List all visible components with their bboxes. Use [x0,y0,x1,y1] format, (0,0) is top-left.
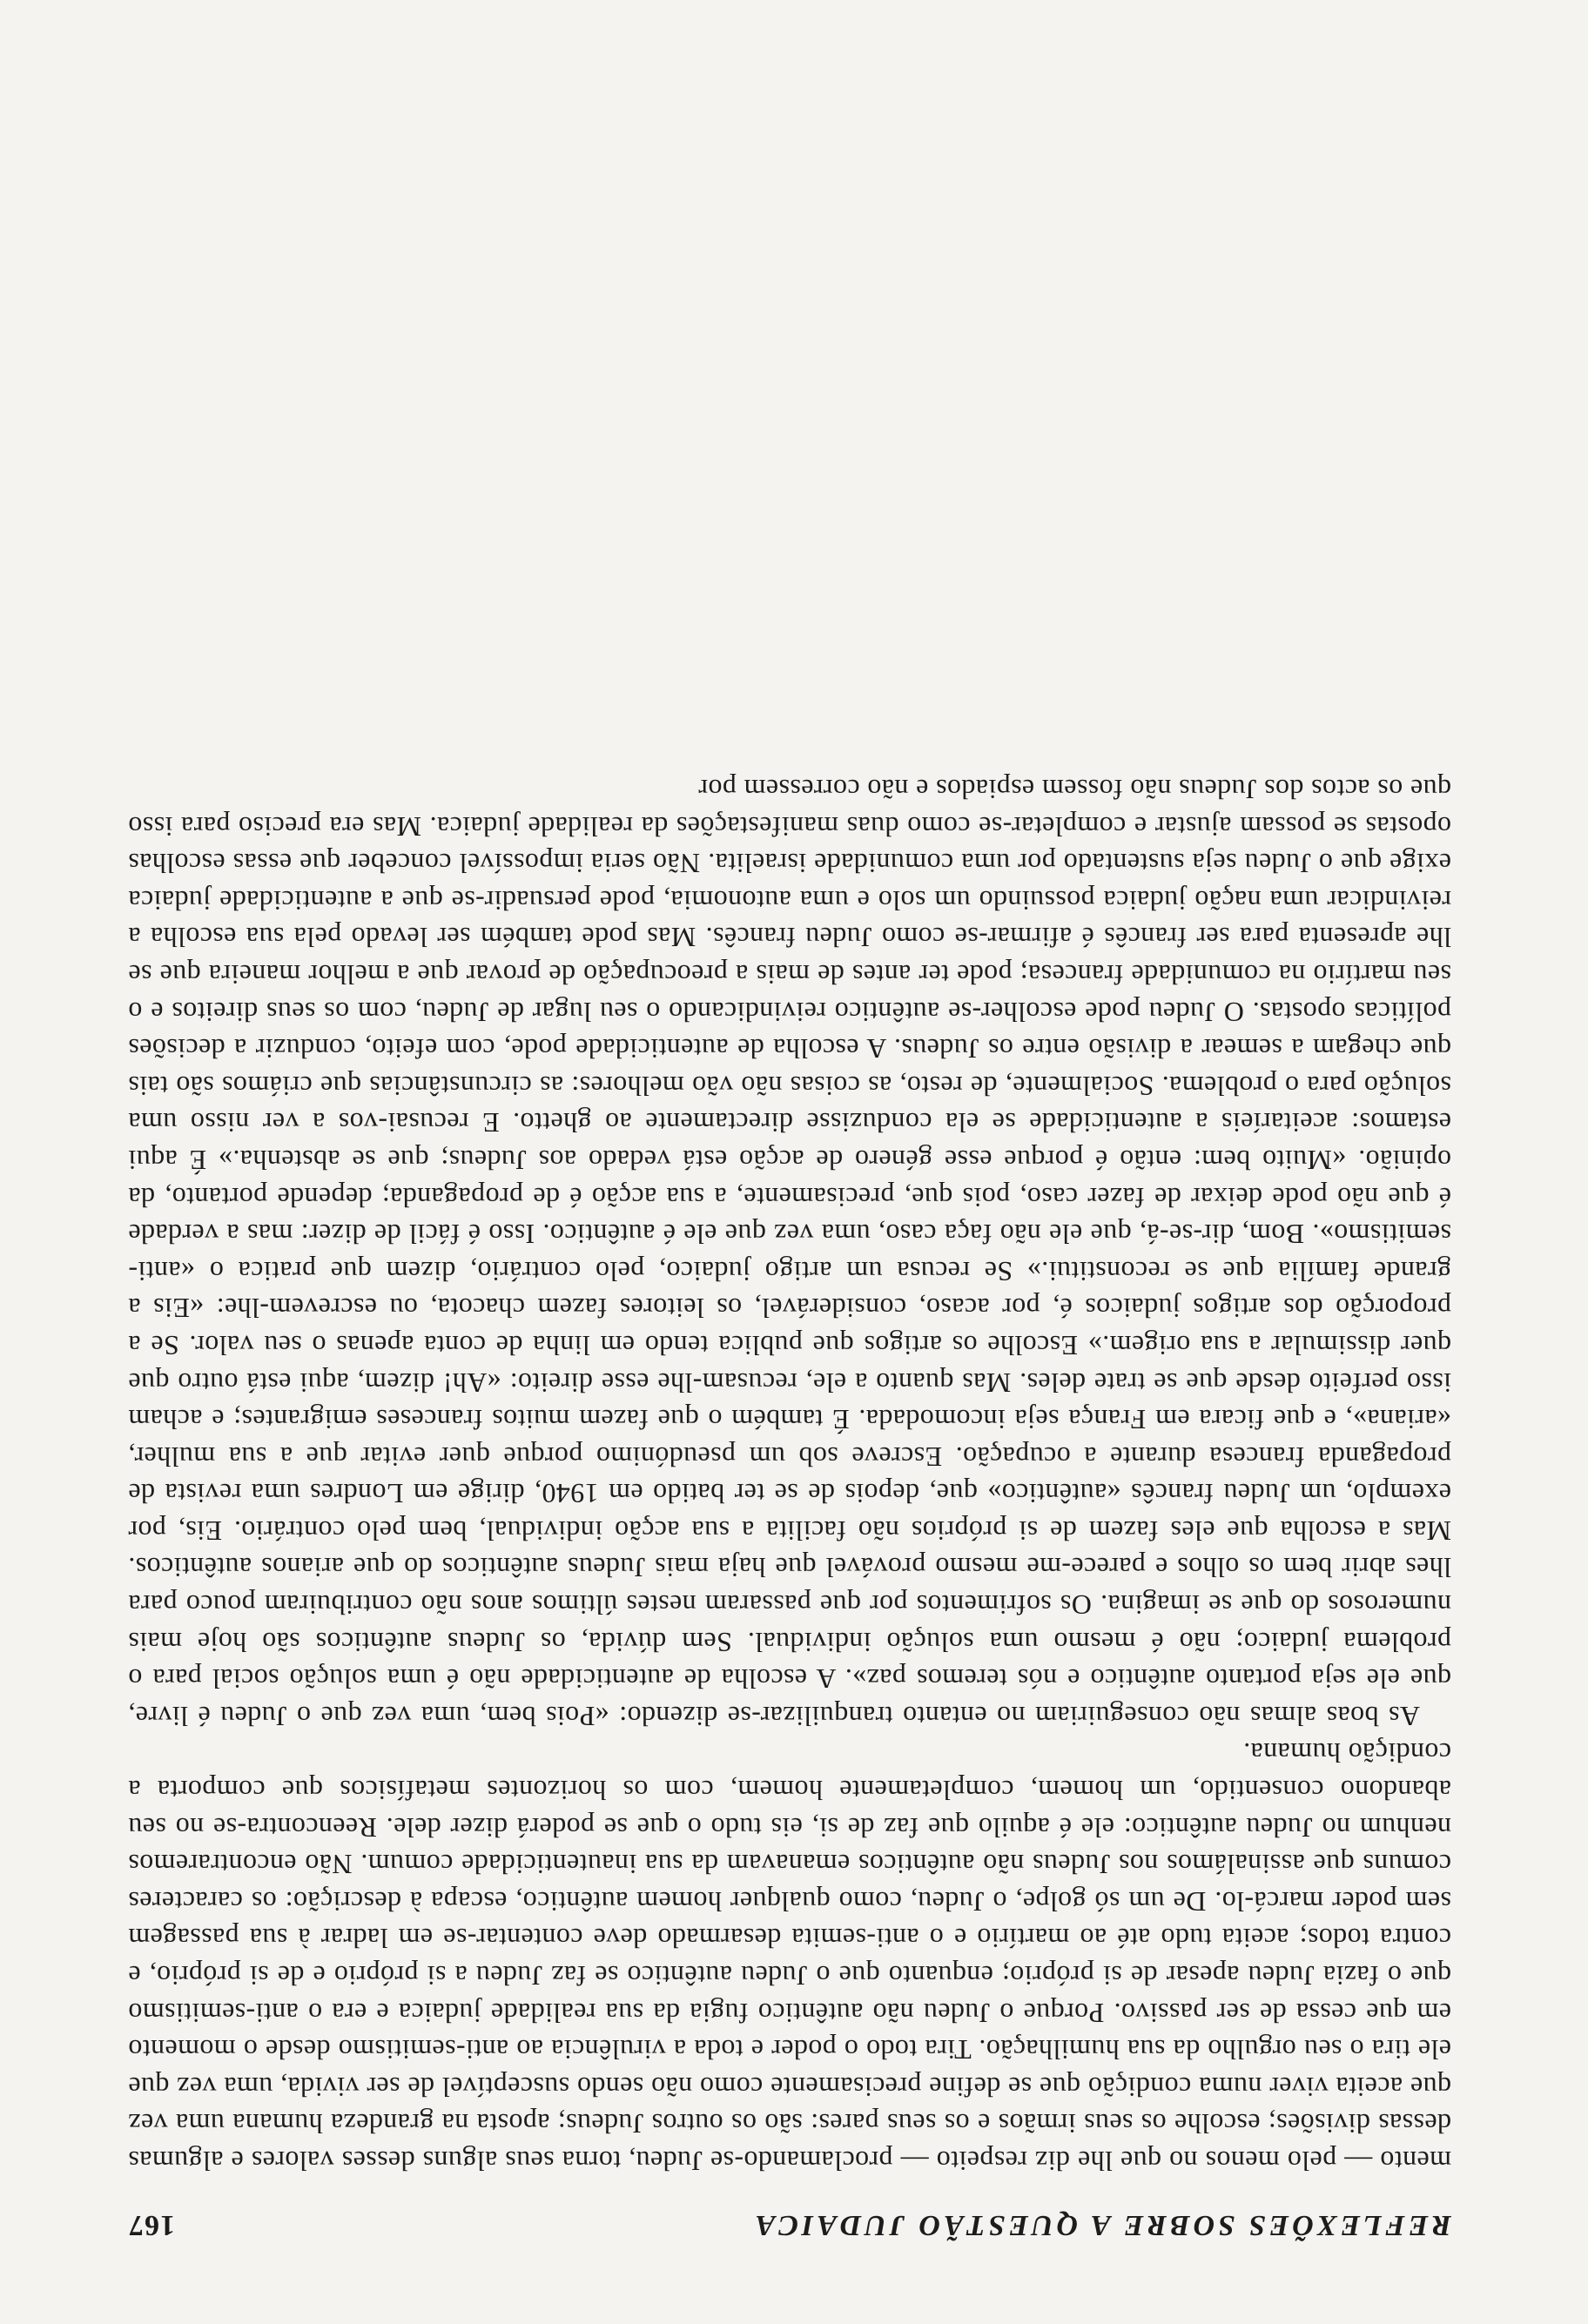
paragraph: As boas almas não conseguiriam no entanto tranquilizar-se dizendo: «Pois bem, uma vez que o Judeu é livre, que ele seja portanto autêntico e nós teremos paz». A escolha de autenticidade não é uma solução social para o problema judaico; não é mesmo uma solução individual. Sem dúvida, os Judeus autênticos são hoje mais numerosos do que se imagina. Os sofrimentos por que passaram nestes últimos anos não contribuiram pouco para lhes abrir bem os olhos e parece-me mesmo provável que haja mais Judeus autênticos do que arianos autênticos. Mas a escolha que eles fazem de si próprios não facilita a sua acção individual, bem pelo contrário. Eis, por exemplo, um Judeu francês «autêntico» que, depois de se ter batido em 1940, dirige em Londres uma revista de propaganda francesa durante a ocupação. Escreve sob um pseudónimo porque quer evitar que a sua mulher, «ariana», e que ficara em França seja incomodada. É também o que fazem muitos franceses emigrantes; e acham isso perfeito desde que se trate deles. Mas quanto a ele, recusam-lhe esse direito: «Ah! dizem, aqui está outro que quer dissimular a sua origem.» Escolhe os artigos que publica tendo em linha de conta apenas o seu valor. Se a proporção dos artigos judaicos é, por acaso, considerável, os leitores fazem chacota, ou escrevem-lhe: «Eis a grande família que se reconstitui.» Se recusa um artigo judaico, pelo contrário, dizem que pratica o «anti-semitismo». Bom, dir-se-á, que ele não faça caso, uma vez que ele é autêntico. Isso é fácil de dizer: mas a verdade é que não pode deixar de fazer caso, pois que, precisamente, a sua acção é de propaganda; depende portanto, da opinião. «Muito bem: então é porque esse género de acção está vedado aos Judeus; que se abstenha.» É aqui estamos: aceitaríeis a autenticidade se ela conduzisse directamente ao ghetto. E recusai-vos a ver nisso uma solução para o problema. Socialmente, de resto, as coisas não vão melhores: as circunstâncias que criámos são tais que chegam a semear a divisão entre os Judeus. A escolha de autenticidade pode, com efeito, conduzir a decisões políticas opostas. O Judeu pode escolher-se autêntico reivindicando o seu lugar de Judeu, com os seus direitos e o seu martírio na comunidade francesa; pode ter antes de mais a preocupação de provar que a melhor maneira que se lhe apresenta para ser francês é afirmar-se como Judeu francês. Mas pode também ser levado pela sua escolha a reivindicar uma nação judaica possuindo um solo e uma autonomia, pode persuadir-se que a autenticidade judaica exige que o Judeu seja sustentado por uma comunidade israelita. Não seria impossível conceber que essas escolhas opostas se possam ajustar e completar-se como duas manifestações da realidade judaica. Mas era preciso para isso que os actos dos Judeus não fossem espiados e não corressem por [128,774,1451,1732]
paragraph: mento — pelo menos no que lhe diz respeito — proclamando-se Judeu, torna seus alguns desses valores e algumas dessas divisões; escolhe os seus irmãos e os seus pares: são os outros Judeus; aposta na grandeza humana uma vez que aceita viver numa condição que se define precisamente como não sendo susceptível de ser vivida, uma vez que ele tira o seu orgulho da sua humilhação. Tira todo o poder e toda a virulência ao anti-semitismo desde o momento em que cessa de ser passivo. Porque o Judeu não autêntico fugia da sua realidade judaica e era o anti-semitismo que o fazia Judeu apesar de si próprio; enquanto que o Judeu autêntico se faz Judeu a si próprio e de si próprio, e contra todos; aceita tudo até ao martírio e o anti-semita desarmado deve contentar-se em ladrar à sua passagem sem poder marcá-lo. De um só golpe, o Judeu, como qualquer homem autêntico, escapa à descrição: os caracteres comuns que assinalámos nos Judeus não autênticos emanavam da sua inautenticidade comum. Não encontraremos nenhum no Judeu autêntico: ele é aquilo que faz de si, eis tudo o que se poderá dizer dele. Reencontra-se no seu abandono consentido, um homem, completamente homem, com os horizontes metafísicos que comporta a condição humana. [128,1737,1451,2177]
page-number: 167 [128,2209,175,2241]
running-title: REFLEXÕES SOBRE A QUESTÃO JUDAICA [751,2209,1451,2241]
running-header [128,2208,1451,2241]
body-text [128,770,1451,2180]
